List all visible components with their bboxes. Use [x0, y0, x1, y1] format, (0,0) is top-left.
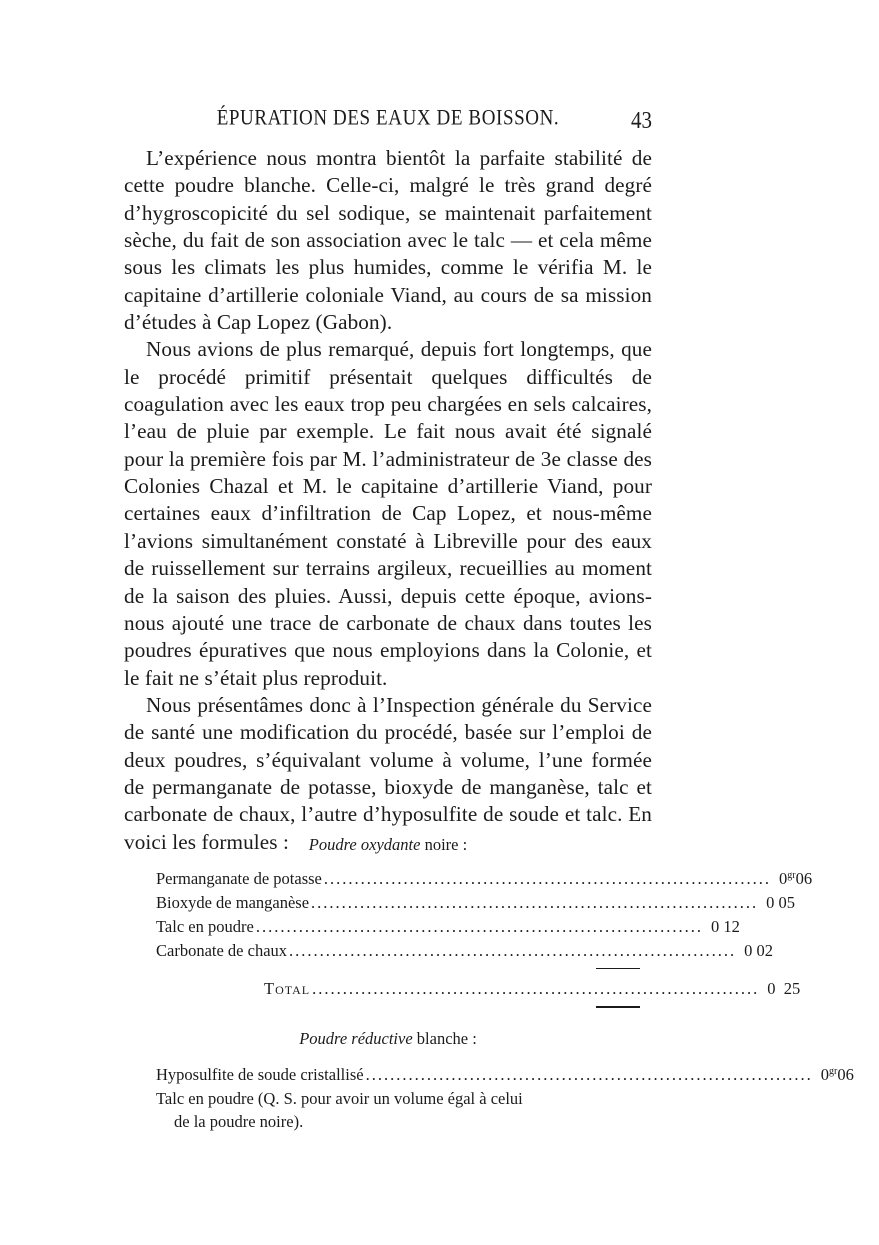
sum-rule [596, 968, 640, 969]
recipe-title-rest: noire : [420, 835, 468, 854]
ingredient-row [124, 939, 774, 963]
recipe-title-italic: Poudre réductive [299, 1029, 413, 1048]
leader-dots: ......................................................................... [365, 1065, 813, 1084]
leader-dots: ......................................................................... [311, 893, 759, 912]
leader-dots: ......................................................................... [255, 917, 703, 936]
note-line: Talc en poudre (Q. S. pour avoir un volume égal à celui [156, 1089, 523, 1108]
total-label: Total [264, 979, 311, 998]
ingredient-row [124, 915, 740, 939]
leader-dots: ......................................................................... [289, 941, 737, 960]
paragraph: L’expérience nous montra bientôt la parfaite stabilité de cette poudre blanche. Celle-ci, malgré le très grand degré d’hygroscopicité du sel sodique, se maintenait parfaitement sèche, du fait de son association avec le talc — et cela même sous les climats les plus humides, comme le vérifia M. le capitaine d’artillerie coloniale Viand, au cours de sa mission d’études à Cap Lopez (Gabon). [124, 146, 652, 335]
note-line: de la poudre noire). [174, 1112, 304, 1131]
ingredient-row [124, 1060, 854, 1087]
paragraph: Nous présentâmes donc à l’Inspection générale du Service de santé une modification du procédé, basée sur l’emploi de deux poudres, s’équivalant volume à volume, l’une formée de permanganate de potasse, bioxyde de manganèse, talc et carbonate de chaux, l’autre d’hyposulfite de soude et talc. En voici les formules : [124, 692, 652, 854]
recipe-reductive [124, 1028, 854, 1133]
leader-dots: ......................................................................... [323, 869, 771, 888]
ingredient-name: Permanganate de potasse [156, 869, 322, 888]
recipe-title-rest: blanche : [412, 1029, 477, 1048]
paragraph: Nous avions de plus remarqué, depuis fort longtemps, que le procédé primitif présentait quelques difficultés de coagulation avec les eaux trop peu chargées en sels calcaires, l’eau de pluie par exemple. Le fait nous avait été signalé pour la première fois par M. l’administrateur de 3e classe des Colonies Chazal et M. le capitaine d’artillerie Viand, pour certaines eaux d’infiltration de Cap Lopez, et nous-même l’avions simultanément constaté à Libreville pour des eaux de ruissellement sur terrains argileux, recueillies au moment de la saison des pluies. Aussi, depuis cette époque, avions-nous ajouté une trace de carbonate de chaux dans toutes les poudres épuratives que nous employions dans la Colonie, et le fait ne s’était plus reproduit. [124, 337, 652, 690]
recipe-title [124, 1028, 652, 1050]
ingredient-name: Hyposulfite de soude cristallisé [156, 1065, 364, 1084]
page-number: 43 [631, 106, 652, 134]
ingredient-row [124, 864, 813, 891]
total-row [124, 977, 801, 1001]
ingredient-qty: 0 12 [710, 917, 740, 936]
leader-dots: ......................................................................... [312, 979, 760, 998]
ingredient-qty: 0 02 [744, 941, 774, 960]
recipe-title [124, 834, 652, 856]
ingredient-qty: $0^{gr}06$ [778, 869, 813, 888]
total-underline [596, 1006, 640, 1008]
page-header [124, 108, 652, 142]
total-qty: 0 25 [767, 979, 801, 998]
running-title: ÉPURATION DES EAUX DE BOISSON. [216, 106, 560, 131]
body-text [124, 145, 652, 856]
ingredient-name: Talc en poudre [156, 917, 254, 936]
ingredient-name: Carbonate de chaux [156, 941, 288, 960]
recipe-title-italic: Poudre oxydante [308, 835, 421, 854]
ingredient-name: Bioxyde de manganèse [156, 893, 310, 912]
ingredient-qty: $0^{gr}06$ [820, 1065, 854, 1084]
recipe-oxydante [124, 834, 813, 1001]
ingredient-qty: 0 05 [766, 893, 796, 912]
ingredient-row [124, 891, 796, 915]
